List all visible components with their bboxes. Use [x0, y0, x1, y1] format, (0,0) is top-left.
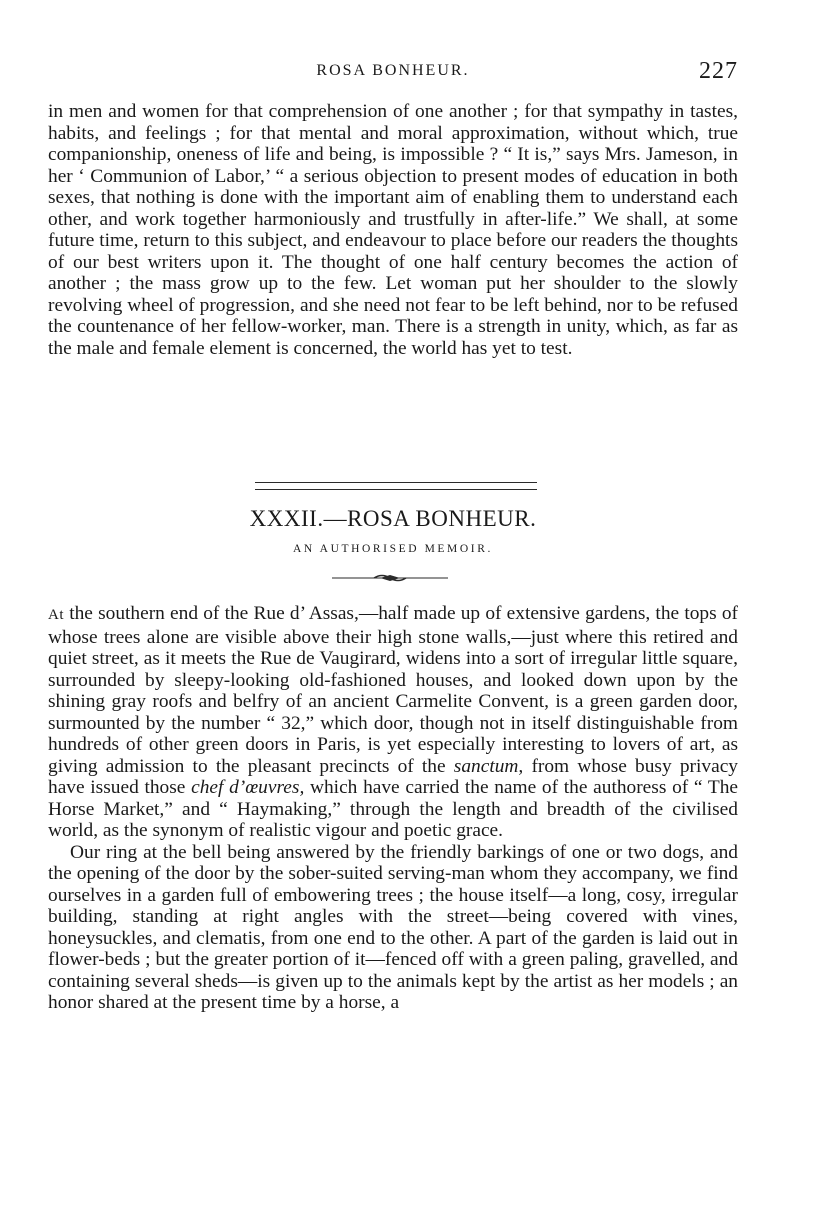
- memoir-p1-part2: from whose busy privacy have issued those: [48, 755, 738, 798]
- running-title: ROSA BONHEUR.: [316, 62, 470, 79]
- ornament-divider-icon: [330, 571, 450, 585]
- memoir-text-block: [48, 603, 738, 1014]
- italic-sanctum: sanctum,: [453, 755, 524, 777]
- chapter-heading: XXXII.—ROSA BONHEUR.: [249, 506, 537, 531]
- memoir-p1-part1: the southern end of the Rue d’ Assas,—half made up of extensive gardens, the tops of whose trees alone are visible above their high stone walls,—just where this retired and quiet street, as it meets the Rue de Vaugirard, widens into a sort of irregular little square, surrounded by sleepy-looking old-fashioned houses, and looked down upon by the shining gray roofs and belfry of an ancient Carmelite Convent, is a green garden door, surmounted by the number “ 32,” which door, though not in itself distinguishable from hundreds of other green doors in Paris, is yet especially interesting to lovers of art, as giving admission to the pleasant precincts of the: [48, 603, 738, 777]
- chapter-subtitle: AN AUTHORISED MEMOIR.: [293, 543, 493, 555]
- running-head: [48, 58, 738, 86]
- page-number: 227: [699, 58, 738, 84]
- memoir-p1-part3: which have carried the name of the authoress of “ The Horse Market,” and “ Haymaking,” through the length and breadth of the civilised world, as the synonym of realistic vigour and poetic grace.: [48, 777, 738, 841]
- opening-word: At: [48, 607, 64, 623]
- continued-paragraph: in men and women for that comprehension of one another ; for that sympathy in tastes, habits, and feelings ; for that mental and moral approximation, without which, true companionship, oneness of life and being, is impossible ? “ It is,” says Mrs. Jameson, in her ‘ Communion of Labor,’ “ a serious objection to present modes of education in both sexes, that nothing is done with the important aim of enabling them to understand each other, and work together harmoniously and trustfully in after-life.” We shall, at some future time, return to this subject, and endeavour to place before our readers the thoughts of our best writers upon it. The thought of one half century becomes the action of another ; the mass grow up to the few. Let woman put her shoulder to the slowly revolving wheel of progression, and she need not fear to be left behind, nor to be refused the countenance of her fellow-worker, man. There is a strength in unity, which, as far as the male and female element is concerned, the world has yet to test.: [48, 101, 738, 359]
- memoir-paragraph-1: [48, 603, 738, 842]
- italic-chef-doeuvres: chef d’œuvres,: [191, 777, 305, 798]
- memoir-paragraph-2: Our ring at the bell being answered by the friendly barkings of one or two dogs, and the opening of the door by the sober-suited serving-man whom they accompany, we find ourselves in a garden full of embowering trees ; the house itself—a long, cosy, irregular building, standing at right angles with the street—being covered with vines, honeysuckles, and clematis, from one end to the other. A part of the garden is laid out in flower-beds ; but the greater portion of it—fenced off with a green paling, gravelled, and containing several sheds—is given up to the animals kept by the artist as her models ; an honor shared at the present time by a horse, a: [48, 841, 738, 1013]
- continued-text-block: [48, 101, 738, 359]
- section-divider-rule: [255, 482, 537, 490]
